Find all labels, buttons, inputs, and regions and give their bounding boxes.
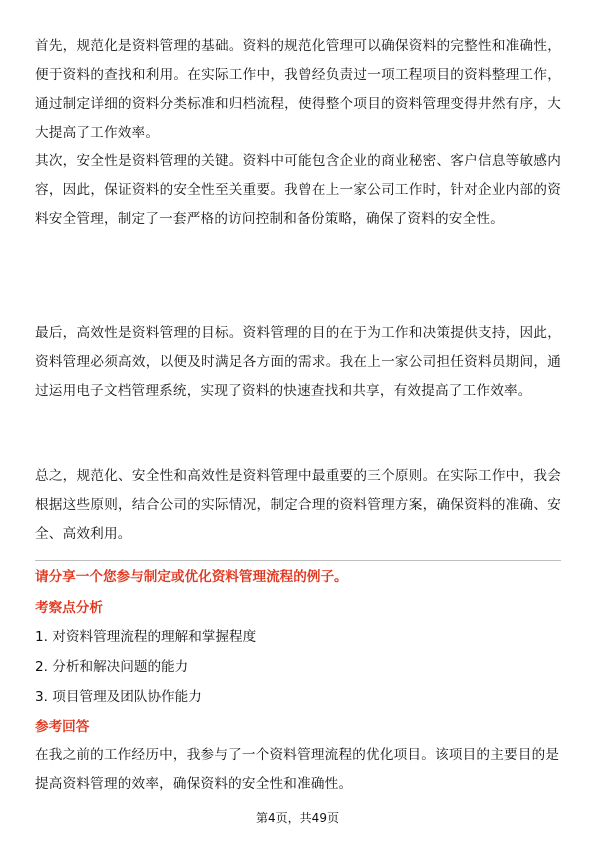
paragraph-conclusion: 总之，规范化、安全性和高效性是资料管理中最重要的三个原则。在实际工作中，我会根据这些原则，结合公司的实际情况，制定合理的资料管理方案，确保资料的准确、安全、高效利用。 [35,468,561,542]
paragraph-standardization: 首先，规范化是资料管理的基础。资料的规范化管理可以确保资料的完整性和准确性，便于资料的查找和利用。在实际工作中，我曾经负责过一项工程项目的资料整理工作，通过制定详细的资料分类标准和归档流程，使得整个项目的资料管理变得井然有序，大大提高了工作效率。 [35,38,561,141]
list-item: 2. 分析和解决问题的能力 [35,659,189,675]
analysis-list [35,622,256,712]
paragraph-efficiency: 最后，高效性是资料管理的目标。资料管理的目的在于为工作和决策提供支持，因此，资料管理必须高效，以便及时满足各方面的需求。我在上一家公司担任资料员期间，通过运用电子文档管理系统，实现了资料的快速查找和共享，有效提高了工作效率。 [35,325,561,399]
interview-question: 请分享一个您参与制定或优化资料管理流程的例子。 [35,569,348,585]
list-item: 3. 项目管理及团队协作能力 [35,689,202,705]
answer-text: 在我之前的工作经历中，我参与了一个资料管理流程的优化项目。该项目的主要目的是提高资料管理的效率，确保资料的安全性和准确性。 [35,747,560,792]
section-divider [35,560,561,561]
answer-heading: 参考回答 [35,719,90,735]
paragraph-security: 其次，安全性是资料管理的关键。资料中可能包含企业的商业秘密、客户信息等敏感内容，因此，保证资料的安全性至关重要。我曾在上一家公司工作时，针对企业内部的资料安全管理，制定了一套严格的访问控制和备份策略，确保了资料的安全性。 [35,153,561,227]
list-item: 1. 对资料管理流程的理解和掌握程度 [35,629,257,645]
page-number: 第4页，共49页 [256,811,339,825]
analysis-heading: 考察点分析 [35,600,103,616]
